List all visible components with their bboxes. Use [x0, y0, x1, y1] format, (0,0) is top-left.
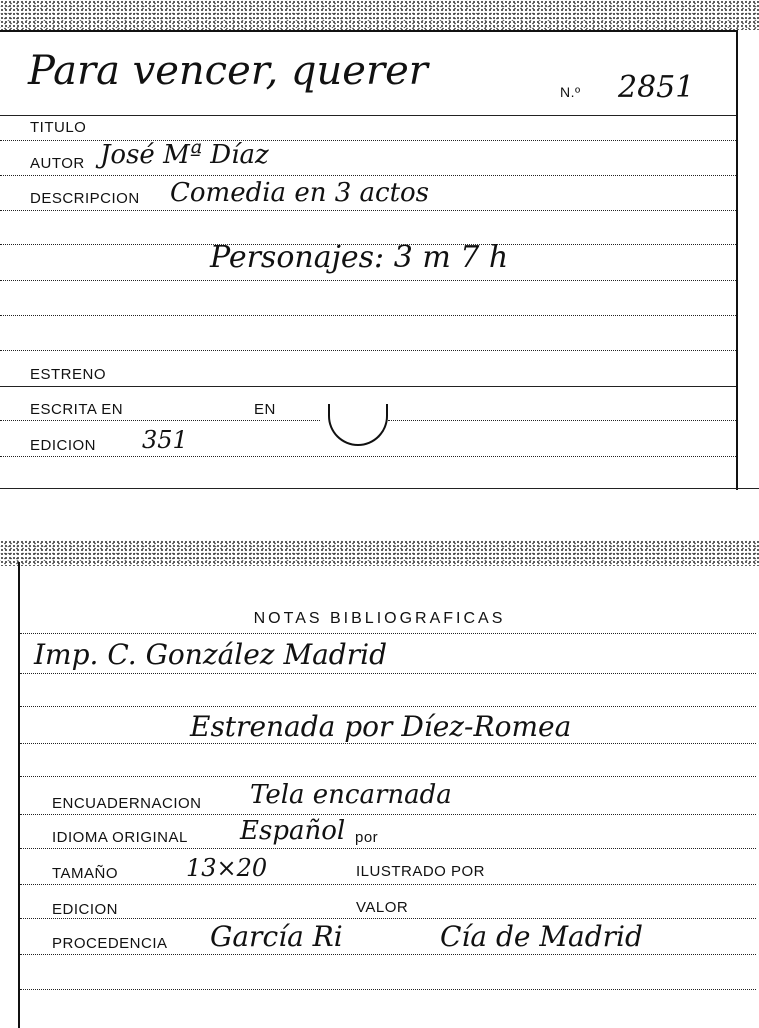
- idioma-value: Español: [240, 816, 346, 846]
- rule: [20, 776, 756, 777]
- rule: [20, 954, 756, 955]
- note-line-2: Estrenada por Díez-Romea: [190, 710, 572, 743]
- note-line-1: Imp. C. González Madrid: [34, 638, 387, 671]
- edicion-label: EDICION: [30, 437, 97, 454]
- valor-label: VALOR: [356, 899, 409, 916]
- tamano-label: TAMAÑO: [52, 865, 119, 882]
- rule: [20, 673, 756, 674]
- rule: [20, 918, 756, 919]
- procedencia-value-2: Cía de Madrid: [440, 920, 643, 953]
- catalog-card-main: [0, 0, 759, 492]
- number-label: N.º: [560, 84, 581, 100]
- edicion-label: EDICION: [52, 901, 119, 918]
- rule: [0, 315, 736, 316]
- en-label: EN: [254, 401, 276, 418]
- card-bottom-edge: [0, 488, 759, 489]
- descripcion-value: Comedia en 3 actos: [170, 178, 430, 208]
- rule: [0, 420, 320, 421]
- titulo-label: TITULO: [30, 119, 87, 136]
- rule: [0, 175, 736, 176]
- encuadernacion-label: ENCUADERNACION: [52, 795, 202, 812]
- rule: [0, 456, 736, 457]
- descripcion-label: DESCRIPCION: [30, 190, 140, 207]
- rule: [0, 210, 736, 211]
- estreno-label: ESTRENO: [30, 366, 107, 383]
- autor-label: AUTOR: [30, 155, 85, 172]
- rule: [20, 989, 756, 990]
- autor-value: José Mª Díaz: [100, 140, 269, 170]
- rule: [0, 350, 736, 351]
- rule: [20, 743, 756, 744]
- rule: [20, 633, 756, 634]
- notes-heading: NOTAS BIBLIOGRAFICAS: [253, 610, 506, 627]
- rule: [0, 280, 736, 281]
- idioma-por-label: por: [355, 829, 379, 846]
- rule: [388, 420, 736, 421]
- rule: [0, 386, 736, 387]
- number-value: 2851: [618, 70, 695, 105]
- personajes-value: Personajes: 3 m 7 h: [210, 240, 509, 275]
- edicion-value: 351: [142, 426, 188, 454]
- rule: [20, 814, 756, 815]
- title-handwritten: Para vencer, querer: [28, 48, 428, 94]
- rule: [20, 706, 756, 707]
- procedencia-value-1: García Ri: [210, 920, 343, 953]
- torn-edge: [0, 0, 759, 30]
- rule: [20, 884, 756, 885]
- title-underline: [0, 115, 736, 116]
- encuadernacion-value: Tela encarnada: [250, 780, 452, 810]
- procedencia-label: PROCEDENCIA: [52, 935, 168, 952]
- tamano-value: 13×20: [186, 854, 268, 882]
- escrita-label: ESCRITA EN: [30, 401, 124, 418]
- idioma-label: IDIOMA ORIGINAL: [52, 829, 188, 846]
- catalog-card-notes: [0, 540, 759, 1028]
- rule: [20, 848, 756, 849]
- ilustrado-label: ILUSTRADO POR: [356, 863, 486, 880]
